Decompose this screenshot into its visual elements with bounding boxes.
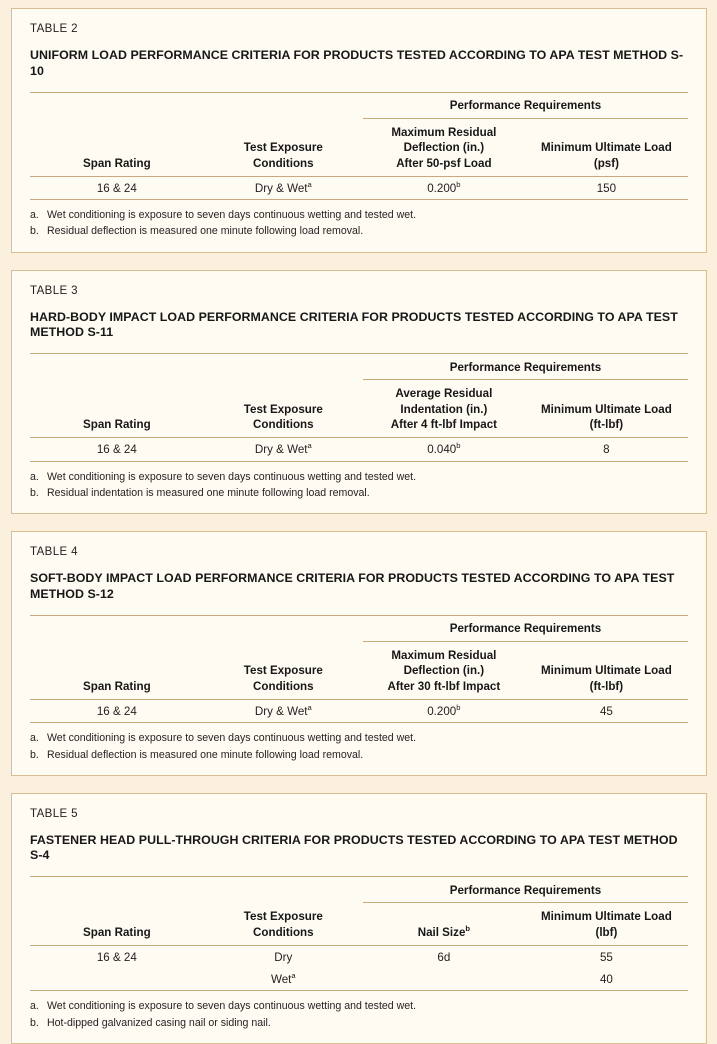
cell-minimum-load-value: 40 — [599, 972, 613, 986]
group-header-spacer — [30, 355, 363, 379]
footnote — [30, 469, 688, 485]
table-card-3 — [11, 531, 707, 776]
group-header-row — [30, 355, 688, 379]
cell-minimum-load — [525, 945, 688, 968]
column-header-line: (ft-lbf) — [589, 679, 624, 693]
column-header-2 — [204, 118, 363, 175]
cell-requirement-value: 0.200 — [427, 181, 457, 195]
group-header-label: Performance Requirements — [449, 99, 602, 113]
footnote-marker-label: a. — [30, 732, 39, 745]
footnote-marker: b — [456, 441, 461, 451]
column-header-line: Minimum Ultimate Load — [541, 402, 672, 416]
column-header-line: Test Exposure — [243, 402, 323, 416]
cell-span-rating-value: 16 & 24 — [96, 950, 137, 964]
column-header-3 — [363, 641, 525, 698]
column-header-line: Deflection (in.) — [403, 141, 485, 155]
cell-minimum-load — [525, 968, 688, 990]
cell-test-exposure-value: Dry & Wet — [254, 443, 308, 457]
group-header-row — [30, 93, 688, 117]
table-card-2 — [11, 270, 707, 515]
footnote-text: Residual deflection is measured one minute following load removal. — [47, 748, 364, 761]
column-header-line: Indentation (in.) — [400, 402, 488, 416]
table-row — [30, 438, 688, 461]
column-header-1 — [30, 118, 204, 175]
footnote — [30, 998, 688, 1014]
footnote-marker-label: b. — [30, 225, 39, 238]
cell-requirement-value: 6d — [437, 950, 451, 964]
table-bottom-rule — [30, 460, 688, 461]
cell-requirement-value: 0.200 — [427, 704, 457, 718]
column-header-line: Minimum Ultimate Load — [541, 910, 672, 924]
cell-test-exposure-value: Wet — [271, 972, 292, 986]
group-header-spacer — [30, 878, 363, 902]
cell-test-exposure — [204, 699, 363, 722]
cell-requirement — [363, 945, 525, 968]
table-title: HARD-BODY IMPACT LOAD PERFORMANCE CRITERIA FOR PRODUCTS TESTED ACCORDING TO APA TEST METHOD S-11 — [30, 309, 678, 340]
table-bottom-rule — [30, 199, 688, 200]
group-header-row — [30, 878, 688, 902]
footnote-marker-label: b. — [30, 748, 39, 761]
column-header-2 — [204, 903, 363, 945]
column-header-line: Span Rating — [83, 156, 151, 170]
column-header-line: Average Residual — [395, 387, 493, 401]
footnote-text: Hot-dipped galvanized casing nail or siding nail. — [47, 1016, 271, 1029]
footnote — [30, 223, 688, 239]
column-header-3 — [363, 903, 525, 945]
data-table — [30, 353, 688, 462]
table-title: SOFT-BODY IMPACT LOAD PERFORMANCE CRITERIA FOR PRODUCTS TESTED ACCORDING TO APA TEST METHOD S-12 — [30, 571, 675, 601]
table-number-label: TABLE 5 — [30, 807, 78, 820]
cell-test-exposure — [204, 438, 363, 461]
table-number-label: TABLE 4 — [30, 546, 78, 559]
cell-span-rating — [30, 968, 204, 990]
cell-requirement — [363, 176, 525, 199]
cell-span-rating — [30, 176, 204, 199]
column-header-line: Test Exposure — [243, 910, 323, 924]
cell-test-exposure-value: Dry — [274, 950, 293, 964]
table-card-1 — [11, 8, 707, 253]
cell-requirement — [363, 968, 525, 990]
cell-span-rating-value: 16 & 24 — [96, 181, 137, 195]
cell-test-exposure-value: Dry & Wet — [254, 181, 308, 195]
column-header-line: Maximum Residual — [391, 125, 497, 139]
table-title: UNIFORM LOAD PERFORMANCE CRITERIA FOR PRODUCTS TESTED ACCORDING TO APA TEST METHOD S-10 — [30, 48, 684, 78]
table-row — [30, 699, 688, 722]
cell-span-rating — [30, 699, 204, 722]
cell-minimum-load — [525, 176, 688, 199]
footnote-marker-label: a. — [30, 209, 39, 222]
column-header-line: Minimum Ultimate Load — [541, 664, 672, 678]
table-number-label: TABLE 3 — [30, 284, 78, 297]
data-table — [30, 876, 688, 991]
column-header-4 — [525, 903, 688, 945]
footnotes — [30, 730, 688, 762]
column-header-1 — [30, 903, 204, 945]
cell-span-rating-value: 16 & 24 — [96, 443, 137, 457]
column-header-line: Deflection (in.) — [403, 664, 485, 678]
footnote-text: Wet conditioning is exposure to seven days continuous wetting and tested wet. — [47, 470, 417, 483]
column-header-row — [30, 903, 688, 945]
column-header-1 — [30, 641, 204, 698]
column-header-2 — [204, 641, 363, 698]
column-header-line: Maximum Residual — [391, 648, 497, 662]
footnote-marker-label: b. — [30, 486, 39, 499]
cell-minimum-load — [525, 438, 688, 461]
table-row — [30, 968, 688, 990]
group-header-label: Performance Requirements — [449, 622, 602, 636]
column-header-line: Conditions — [253, 418, 314, 432]
column-header-line: (psf) — [593, 156, 619, 170]
column-header-3 — [363, 118, 525, 175]
column-header-row — [30, 641, 688, 698]
group-header-spacer — [30, 93, 363, 117]
cell-span-rating-value: 16 & 24 — [96, 704, 137, 718]
cell-minimum-load-value: 150 — [596, 181, 617, 195]
column-header-line: After 30 ft-lbf Impact — [387, 679, 501, 693]
cell-minimum-load-value: 45 — [599, 704, 613, 718]
column-header-4 — [525, 641, 688, 698]
column-header-line: Conditions — [253, 925, 314, 939]
column-header-2 — [204, 380, 363, 437]
table-bottom-rule — [30, 722, 688, 723]
group-header-label: Performance Requirements — [449, 360, 602, 374]
table-card-4 — [11, 793, 707, 1044]
footnote-text: Wet conditioning is exposure to seven days continuous wetting and tested wet. — [47, 1000, 417, 1013]
table-title: FASTENER HEAD PULL-THROUGH CRITERIA FOR PRODUCTS TESTED ACCORDING TO APA TEST METHOD S-4 — [30, 832, 678, 863]
cell-span-rating — [30, 945, 204, 968]
column-header-row — [30, 380, 688, 437]
cell-requirement — [363, 699, 525, 722]
footnote-marker-label: a. — [30, 1000, 39, 1013]
footnote — [30, 747, 688, 763]
data-table — [30, 615, 688, 724]
column-header-line: Nail Size — [417, 925, 466, 939]
footnote — [30, 730, 688, 746]
footnote-marker: a — [307, 179, 312, 189]
column-header-line: (ft-lbf) — [589, 418, 624, 432]
footnote-text: Residual deflection is measured one minute following load removal. — [47, 225, 364, 238]
cell-minimum-load-value: 55 — [599, 950, 613, 964]
footnote — [30, 1015, 688, 1031]
column-header-line: Minimum Ultimate Load — [541, 141, 672, 155]
cell-test-exposure — [204, 176, 363, 199]
table-row — [30, 945, 688, 968]
column-header-1 — [30, 380, 204, 437]
footnotes — [30, 469, 688, 501]
footnote-marker-label: b. — [30, 1016, 39, 1029]
column-header-line: Test Exposure — [243, 141, 323, 155]
column-header-line: After 4 ft-lbf Impact — [390, 418, 497, 432]
table-row — [30, 176, 688, 199]
group-header-row — [30, 616, 688, 640]
footnote-marker: b — [456, 179, 461, 189]
cell-minimum-load-value: 8 — [603, 443, 610, 457]
footnote — [30, 485, 688, 501]
footnote-marker: a — [291, 971, 296, 981]
column-header-3 — [363, 380, 525, 437]
group-header-spacer — [30, 616, 363, 640]
column-header-line: After 50-psf Load — [396, 156, 492, 170]
table-bottom-rule — [30, 990, 688, 991]
column-header-line: Span Rating — [83, 679, 151, 693]
footnote-text: Residual indentation is measured one minute following load removal. — [47, 486, 370, 499]
column-header-line: Test Exposure — [243, 664, 323, 678]
table-number-label: TABLE 2 — [30, 23, 78, 35]
footnote — [30, 207, 688, 223]
cell-test-exposure-value: Dry & Wet — [254, 704, 308, 718]
column-header-line: (lbf) — [595, 925, 618, 939]
footnote-marker-label: a. — [30, 470, 39, 483]
cell-span-rating — [30, 438, 204, 461]
cell-minimum-load — [525, 699, 688, 722]
column-header-line: Conditions — [253, 679, 314, 693]
footnote-marker: b — [456, 703, 461, 713]
footnotes — [30, 998, 688, 1030]
group-header-label: Performance Requirements — [449, 883, 602, 897]
column-header-row — [30, 118, 688, 175]
cell-test-exposure — [204, 968, 363, 990]
cell-test-exposure — [204, 945, 363, 968]
cell-requirement — [363, 438, 525, 461]
footnotes — [30, 207, 688, 239]
cell-requirement-value: 0.040 — [427, 443, 457, 457]
column-header-line: Conditions — [253, 156, 314, 170]
footnote-text: Wet conditioning is exposure to seven days continuous wetting and tested wet. — [47, 209, 417, 222]
column-header-4 — [525, 118, 688, 175]
footnote-marker: a — [307, 441, 312, 451]
column-header-line: Span Rating — [83, 418, 151, 432]
column-header-4 — [525, 380, 688, 437]
footnote-text: Wet conditioning is exposure to seven days continuous wetting and tested wet. — [47, 732, 417, 745]
column-header-line: Span Rating — [83, 925, 151, 939]
data-table — [30, 92, 688, 201]
footnote-marker: a — [307, 703, 312, 713]
footnote-marker: b — [465, 924, 471, 934]
